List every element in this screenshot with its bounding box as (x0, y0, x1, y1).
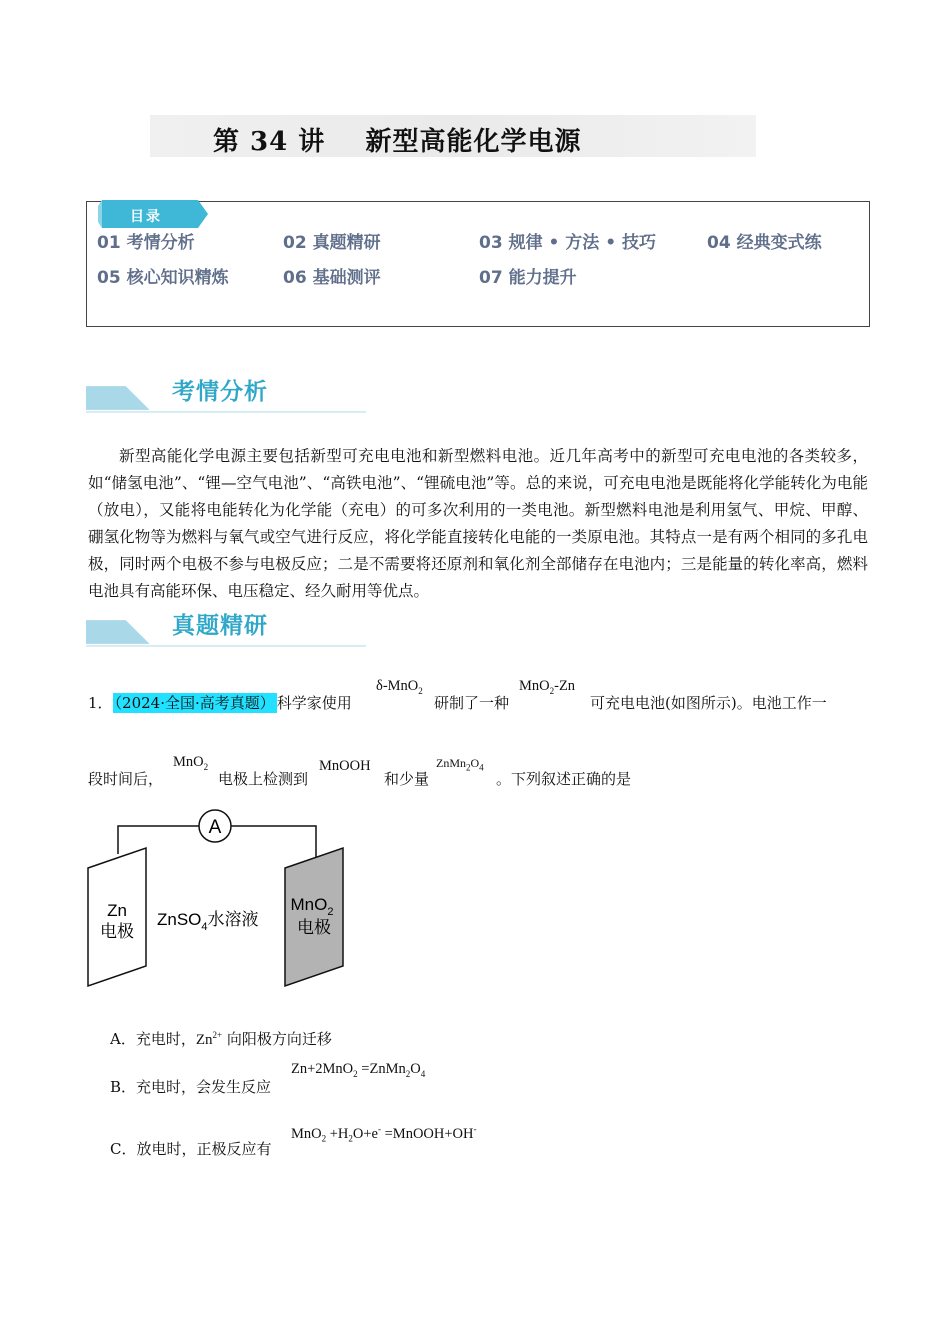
question-text: 。下列叙述正确的是 (496, 770, 632, 788)
toc-item-3[interactable]: 03 规律 • 方法 • 技巧 (479, 233, 656, 253)
toc-item-5[interactable]: 05 核心知识精炼 (97, 268, 229, 288)
question-text: 研制了一种 (434, 694, 510, 712)
analysis-paragraph: 新型高能化学电源主要包括新型可充电电池和新型燃料电池。近几年高考中的新型可充电电池的各类较多，如“储氢电池”、“锂—空气电池”、“高铁电池”、“锂硫电池”等。总的来说，可充电电池是既能将化学能转化为电能（放电），又能将电能转化为化学能（充电）的可多次利用的一类电池。新型燃料电池是利用氢气、甲烷、甲醇、硼氢化物等为燃料与氧气或空气进行反应，将化学能直接转化电能的一类原电池。其特点一是有两个相同的多孔电极，同时两个电极不参与电极反应；二是不需要将还原剂和氧化剂全部储存在电池内；三是能量的转化率高，燃料电池具有高能环保、电压稳定、经久耐用等优点。 (88, 447, 868, 600)
question-text: 可充电电池(如图所示)。电池工作一 (590, 694, 827, 712)
question-text: 和少量 (384, 770, 430, 788)
mno2-electrode (285, 848, 343, 986)
formula-reaction-c: $MnO_2 +H_2O+e^-$ =MnOOH+OH- (291, 1124, 477, 1144)
question-number: 1． (88, 694, 113, 712)
formula-delta-mno2: δ-MnO$_2$ (376, 678, 423, 696)
formula-mno2: MnO$_2$ (173, 754, 209, 772)
question-text: 段时间后， (88, 770, 164, 788)
mno2-electrode-label-1: MnO$_2$ (290, 895, 334, 918)
question-line-1 (88, 692, 352, 713)
electrolyte-label: ZnSO$_4$水溶液 (157, 910, 259, 933)
option-a[interactable] (110, 1028, 332, 1049)
toc-item-1[interactable]: 01 考情分析 (97, 233, 195, 253)
option-a-text: 向阳极方向迁移 (222, 1030, 332, 1048)
option-b-label: B．充电时，会发生反应 (110, 1078, 272, 1096)
zn-electrode-label-1: Zn (107, 901, 127, 920)
battery-diagram (84, 806, 354, 991)
formula-reaction-b: $Zn+2MnO_2 =ZnMn_2O_4$ (291, 1061, 426, 1079)
toc-item-4[interactable]: 04 经典变式练 (707, 233, 822, 253)
question-text: 科学家使用 (276, 694, 352, 712)
section-title-analysis: 考情分析 (172, 379, 268, 405)
section-title-exam: 真题精研 (172, 613, 268, 639)
ammeter-label: A (208, 817, 222, 838)
option-b[interactable] (110, 1076, 271, 1097)
option-c[interactable] (110, 1138, 271, 1159)
formula-mno2-zn: MnO$_2$-Zn (519, 678, 576, 696)
source-tag: （2024·全国·高考真题） (114, 694, 275, 712)
option-c-label: C．放电时，正极反应有 (110, 1140, 272, 1158)
question-text: 电极上检测到 (218, 770, 309, 788)
formula-znmn2o4: $ZnMn_2O_4$ (436, 756, 484, 773)
toc-item-7[interactable]: 07 能力提升 (479, 268, 577, 288)
zn-electrode-label-2: 电极 (100, 922, 134, 942)
toc-item-6[interactable]: 06 基础测评 (283, 268, 381, 288)
mno2-electrode-label-2: 电极 (297, 918, 331, 938)
toc-badge-label: 目录 (130, 209, 162, 225)
page-title: 第 34 讲 新型高能化学电源 (213, 127, 582, 157)
formula-mnooh: MnOOH (319, 758, 371, 774)
toc-item-2[interactable]: 02 真题精研 (283, 233, 381, 253)
option-a-label: A．充电时， (110, 1030, 196, 1048)
formula-zn2plus: $Zn^{2+}$ (195, 1030, 223, 1048)
